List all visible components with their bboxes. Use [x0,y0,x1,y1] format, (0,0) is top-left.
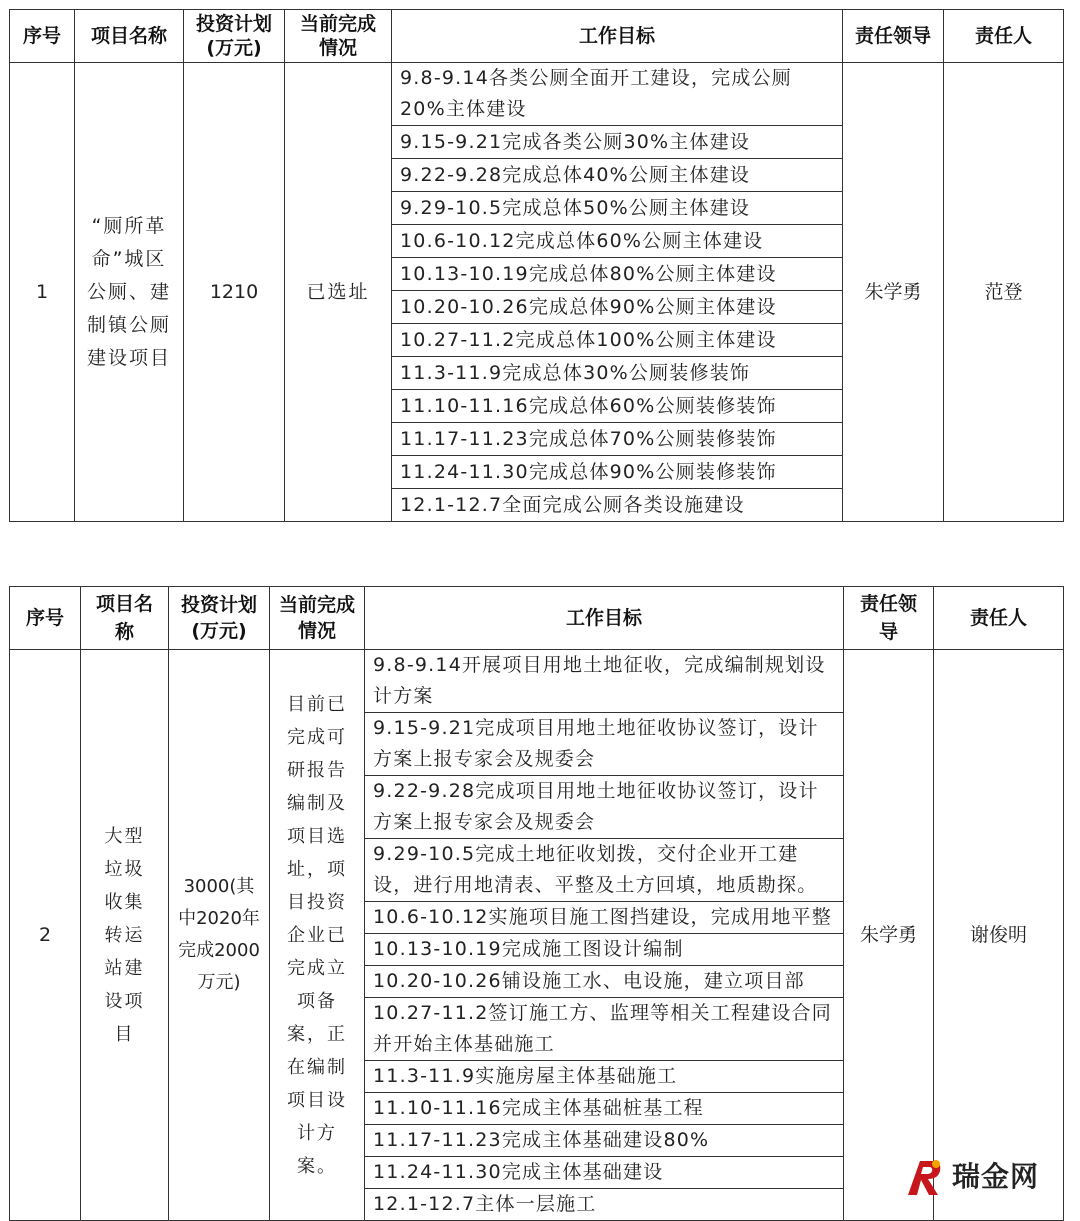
header-status: 当前完成 情况 [285,10,392,63]
header-invest: 投资计划 (万元) [169,587,270,650]
table-row [10,650,1064,713]
work-goal-cell: 10.13-10.19完成总体80%公厕主体建设 [392,258,843,291]
work-goal-cell: 10.20-10.26完成总体90%公厕主体建设 [392,291,843,324]
row-status: 目前已完成可研报告编制及项目选址，项目投资企业已完成立项备案，正在编制项目设计方案。 [270,650,365,1221]
header-goal: 工作目标 [392,10,843,63]
site-watermark [902,1155,1060,1199]
ruijin-logo-icon [902,1155,946,1199]
header-seq: 序号 [10,10,75,63]
row-invest: 1210 [184,63,285,522]
work-goal-cell: 9.8-9.14开展项目用地土地征收，完成编制规划设计方案 [365,650,844,713]
work-goal-cell: 9.22-9.28完成项目用地土地征收协议签订，设计方案上报专家会及规委会 [365,776,844,839]
work-goal-cell: 11.24-11.30完成主体基础建设 [365,1157,844,1189]
work-goal-cell: 11.10-11.16完成总体60%公厕装修装饰 [392,390,843,423]
header-owner: 责任人 [934,587,1064,650]
work-goal-cell: 9.29-10.5完成土地征收划拨，交付企业开工建设，进行用地清表、平整及土方回填，地质勘探。 [365,839,844,902]
work-goal-cell: 9.22-9.28完成总体40%公厕主体建设 [392,159,843,192]
work-goal-cell: 10.13-10.19完成施工图设计编制 [365,934,844,966]
row-owner: 范登 [944,63,1064,522]
row-project-name: “厕所革命”城区公厕、建制镇公厕建设项目 [75,63,184,522]
header-name: 项目名称 [75,10,184,63]
row-seq: 2 [10,650,81,1221]
table-row [10,63,1064,126]
row-leader: 朱学勇 [843,63,944,522]
work-goal-cell: 9.8-9.14各类公厕全面开工建设，完成公厕20%主体建设 [392,63,843,126]
work-goal-cell: 10.20-10.26铺设施工水、电设施，建立项目部 [365,966,844,998]
header-seq: 序号 [10,587,81,650]
header-leader: 责任领导 [843,10,944,63]
work-goal-cell: 10.6-10.12完成总体60%公厕主体建设 [392,225,843,258]
watermark-text: 瑞金网 [952,1160,1040,1193]
work-goal-cell: 10.6-10.12实施项目施工图挡建设，完成用地平整 [365,902,844,934]
work-goal-cell: 11.3-11.9完成总体30%公厕装修装饰 [392,357,843,390]
work-goal-cell: 11.17-11.23完成总体70%公厕装修装饰 [392,423,843,456]
header-owner: 责任人 [944,10,1064,63]
work-goal-cell: 11.10-11.16完成主体基础桩基工程 [365,1093,844,1125]
work-goal-cell: 10.27-11.2完成总体100%公厕主体建设 [392,324,843,357]
row-project-name: 大型垃圾收集转运站建设项目 [81,650,169,1221]
work-goal-cell: 9.15-9.21完成项目用地土地征收协议签订，设计方案上报专家会及规委会 [365,713,844,776]
row-status: 已选址 [285,63,392,522]
work-goal-cell: 11.17-11.23完成主体基础建设80% [365,1125,844,1157]
work-goal-cell: 11.24-11.30完成总体90%公厕装修装饰 [392,456,843,489]
work-goal-cell: 12.1-12.7全面完成公厕各类设施建设 [392,489,843,522]
work-goal-cell: 9.29-10.5完成总体50%公厕主体建设 [392,192,843,225]
header-status: 当前完成 情况 [270,587,365,650]
row-seq: 1 [10,63,75,522]
row-leader: 朱学勇 [844,650,934,1221]
work-goal-cell: 11.3-11.9实施房屋主体基础施工 [365,1061,844,1093]
project-table-2 [9,586,1064,1221]
table-header-row [10,10,1064,63]
header-leader: 责任领导 [844,587,934,650]
row-invest: 3000(其中2020年完成2000万元) [169,650,270,1221]
project-table-1 [9,9,1064,522]
header-invest: 投资计划 (万元) [184,10,285,63]
work-goal-cell: 9.15-9.21完成各类公厕30%主体建设 [392,126,843,159]
work-goal-cell: 12.1-12.7主体一层施工 [365,1189,844,1221]
header-goal: 工作目标 [365,587,844,650]
header-name: 项目名称 [81,587,169,650]
row-owner: 谢俊明 [934,650,1064,1221]
table-header-row [10,587,1064,650]
work-goal-cell: 10.27-11.2签订施工方、监理等相关工程建设合同并开始主体基础施工 [365,998,844,1061]
